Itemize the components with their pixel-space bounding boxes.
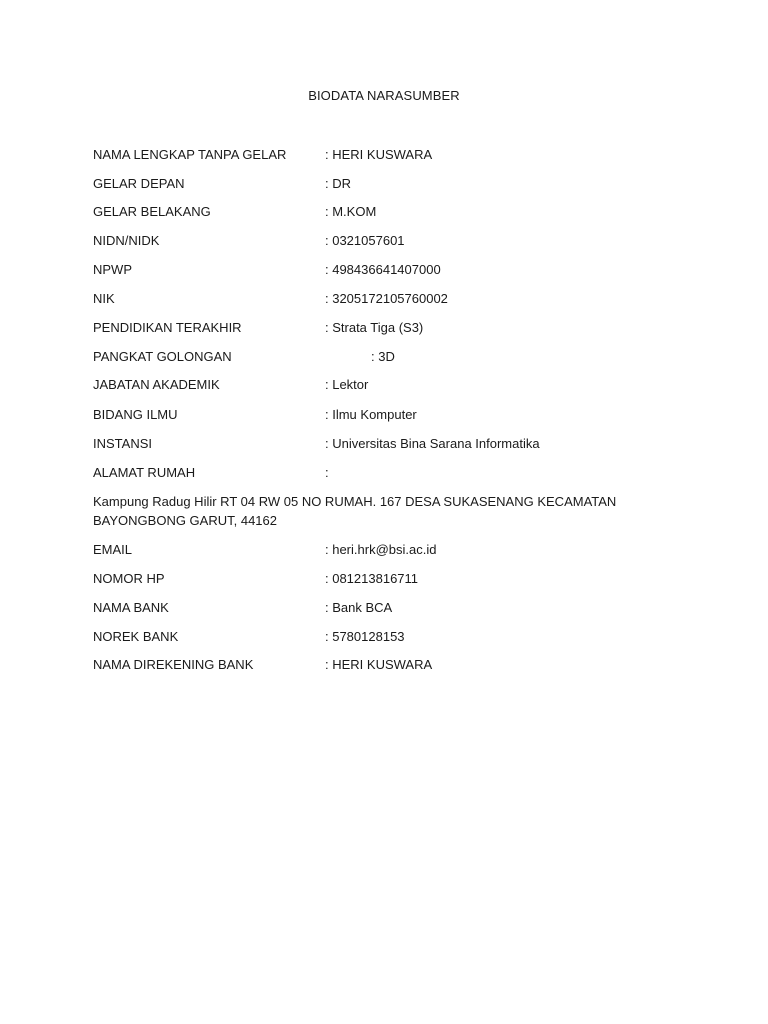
field-value: : HERI KUSWARA [325, 657, 433, 672]
field-value: : Strata Tiga (S3) [325, 320, 424, 335]
field-label: NAMA LENGKAP TANPA GELAR [93, 147, 287, 162]
field-row-nik [93, 289, 713, 309]
field-value: : Ilmu Komputer [325, 407, 417, 422]
field-label: NAMA BANK [93, 600, 169, 615]
field-label: GELAR DEPAN [93, 176, 185, 191]
field-row-pangkat [93, 347, 713, 367]
field-label: INSTANSI [93, 436, 152, 451]
field-value: : Lektor [325, 377, 369, 392]
field-value: : HERI KUSWARA [325, 147, 433, 162]
field-row-nomor-hp [93, 569, 713, 589]
field-label: JABATAN AKADEMIK [93, 377, 220, 392]
field-row-instansi [93, 434, 713, 454]
field-value: : M.KOM [325, 204, 377, 219]
address-text: Kampung Radug Hilir RT 04 RW 05 NO RUMAH. 167 DESA SUKASENANG KECAMATAN BAYONGBONG GARUT, 44162 [93, 494, 617, 528]
field-label: NOREK BANK [93, 629, 179, 644]
field-label: PENDIDIKAN TERAKHIR [93, 320, 242, 335]
field-row-pendidikan [93, 318, 713, 338]
field-row-email [93, 540, 713, 560]
field-label: EMAIL [93, 542, 133, 557]
field-label: ALAMAT RUMAH [93, 465, 196, 480]
field-value: : Universitas Bina Sarana Informatika [325, 436, 540, 451]
field-row-nama-bank [93, 598, 713, 618]
field-value: : 3D [371, 349, 395, 364]
field-value: : heri.hrk@bsi.ac.id [325, 542, 437, 557]
document-title: BIODATA NARASUMBER [308, 88, 460, 103]
field-value: : 498436641407000 [325, 262, 441, 277]
field-row-alamat [93, 463, 713, 483]
field-value: : 081213816711 [325, 571, 419, 586]
field-label: NIK [93, 291, 115, 306]
field-label: PANGKAT GOLONGAN [93, 349, 232, 364]
field-row-jabatan [93, 375, 713, 395]
field-row-nama-direkening [93, 655, 713, 675]
field-row-gelar-belakang [93, 202, 713, 222]
field-label: NOMOR HP [93, 571, 165, 586]
field-value: : Bank BCA [325, 600, 393, 615]
field-row-nidn [93, 231, 713, 251]
field-value: : DR [325, 176, 351, 191]
field-label: NIDN/NIDK [93, 233, 160, 248]
field-value: : [325, 465, 329, 480]
field-row-norek-bank [93, 627, 713, 647]
field-label: GELAR BELAKANG [93, 204, 211, 219]
field-label: BIDANG ILMU [93, 407, 178, 422]
field-value: : 0321057601 [325, 233, 405, 248]
field-row-nama-lengkap [93, 145, 713, 165]
field-row-gelar-depan [93, 174, 713, 194]
field-value: : 3205172105760002 [325, 291, 448, 306]
field-value: : 5780128153 [325, 629, 405, 644]
field-row-npwp [93, 260, 713, 280]
field-label: NPWP [93, 262, 132, 277]
field-row-bidang-ilmu [93, 405, 713, 425]
field-label: NAMA DIREKENING BANK [93, 657, 254, 672]
